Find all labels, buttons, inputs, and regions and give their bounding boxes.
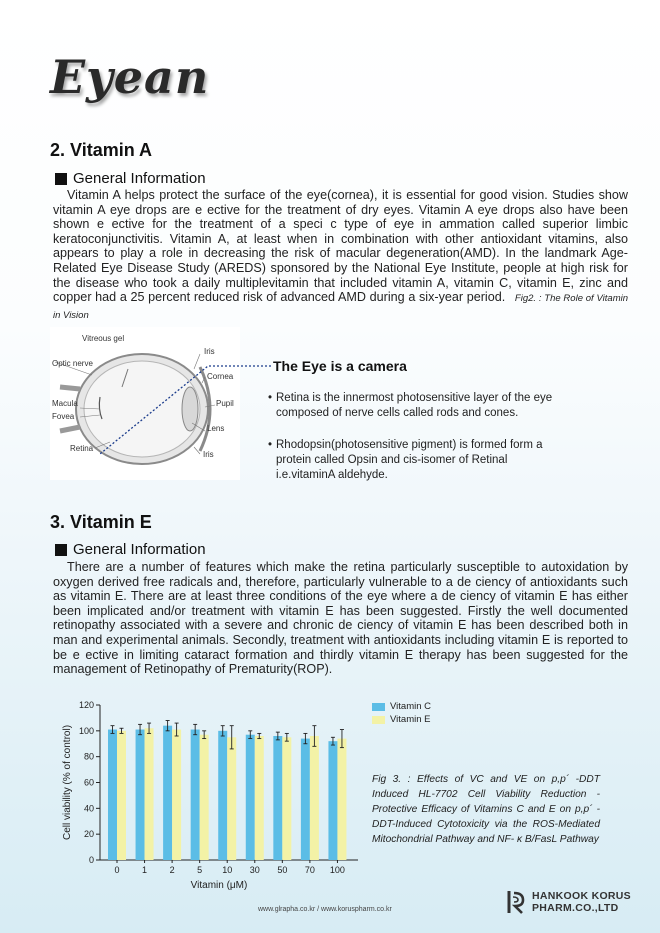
label-fovea: Fovea <box>52 412 75 421</box>
brand <box>505 889 631 915</box>
x-tick-label: 50 <box>277 865 288 875</box>
bar-vitamin-e <box>255 736 264 860</box>
legend-label-vitamin-c: Vitamin C <box>390 701 432 712</box>
legend-label-vitamin-e: Vitamin E <box>390 714 431 725</box>
bar-vitamin-c <box>163 726 172 860</box>
x-tick-label: 0 <box>114 865 120 875</box>
dotted-connector <box>100 360 272 455</box>
bar-vitamin-c <box>191 730 200 860</box>
logo: Eyean <box>50 50 210 104</box>
brand-line-2: PHARM.CO.,LTD <box>532 902 619 914</box>
chart-legend <box>372 700 431 726</box>
bar-vitamin-c <box>218 731 227 860</box>
vitamin-a-heading: 2. Vitamin A <box>50 140 153 160</box>
bar-vitamin-e <box>117 731 126 860</box>
korus-logo-icon <box>505 889 527 915</box>
x-tick-label: 2 <box>169 865 175 875</box>
legend-swatch-vitamin-c <box>372 703 385 711</box>
label-vitreous: Vitreous gel <box>82 334 125 343</box>
x-tick-label: 70 <box>304 865 315 875</box>
vitamin-a-subheading-text: General Information <box>73 170 206 187</box>
vitamin-a-paragraph-text: Vitamin A helps protect the surface of the eye(cornea), it is essential for good vision. Studies show vitamin A eye drops are e ective for the treatment of dry eyes. Vitamin A eye drops also have been shown e ective for the treatment of a speci c type of eye in ammation called superior limbic keratoconjunctivitis. Vitamin A, at least when in combination with other antioxidant vitamins, also appears to play a role in decreasing the risk of macular degeneration(AMD). In the landmark Age-Related Eye Disease Study (AREDS) sponsored by the National Eye Institute, people at high risk for the disease who took a daily multiplevitamin that included vitamin A, vitamin C, vitamin E, zinc and copper had a 25 percent reduced risk of advanced AMD during a six-year period. <box>53 188 628 305</box>
bullet-2-line-3: i.e.vitaminA aldehyde. <box>276 469 388 481</box>
bar-vitamin-e <box>145 728 154 860</box>
camera-bullet-2: • Rhodopsin(photosensitive pigment) is formed form a protein called Opsin and cis-isomer of Retinal i.e.vitaminA aldehyde. <box>268 438 598 483</box>
bullet-1-line-1: Retina is the innermost photosensitive layer of the eye <box>276 392 553 404</box>
camera-bullet-1: • Retina is the innermost photosensitive layer of the eye composed of nerve cells called rods and cones. <box>268 391 598 421</box>
vitamin-a-paragraph <box>53 188 628 323</box>
y-tick-label: 80 <box>83 751 94 762</box>
bar-vitamin-e <box>200 735 209 860</box>
bar-vitamin-c <box>246 735 255 860</box>
label-iris-top: Iris <box>204 347 215 356</box>
y-tick-label: 120 <box>78 700 94 710</box>
viability-chart <box>58 697 368 892</box>
bar-vitamin-c <box>273 736 282 860</box>
label-retina: Retina <box>70 444 94 453</box>
bar-vitamin-e <box>282 737 291 860</box>
bar-vitamin-e <box>172 730 181 860</box>
bar-vitamin-c <box>328 741 337 860</box>
vitamin-e-paragraph <box>53 560 628 677</box>
bar-vitamin-c <box>301 739 310 860</box>
vitamin-e-heading: 3. Vitamin E <box>50 512 152 532</box>
x-tick-label: 10 <box>222 865 233 875</box>
bar-vitamin-e <box>337 739 346 860</box>
y-tick-label: 40 <box>83 803 94 814</box>
brand-line-1: HANKOOK KORUS <box>532 890 631 902</box>
y-tick-label: 0 <box>88 855 94 865</box>
fig2-caption: Fig2. : The Role of Vitamin in Vision <box>53 293 629 321</box>
fig3-caption: Fig 3. : Effects of VC and VE on p,p´ -DDT Induced HL-7702 Cell Viability Reduction - Protective Efficacy of Vitamins C and E on p,p´ -DDT-Induced Cytotoxicity via the ROS-Mediated Mitochondrial Pathway and NF- κ B/FasL Pathway <box>372 774 600 845</box>
footer-url[interactable]: www.glrapha.co.kr / www.koruspharm.co.kr <box>258 906 392 913</box>
legend-item-vitamin-c <box>372 700 431 713</box>
vitamin-e-subheading <box>55 541 206 558</box>
x-tick-label: 5 <box>197 865 203 875</box>
vitamin-e-subheading-text: General Information <box>73 541 206 558</box>
x-tick-label: 30 <box>249 865 260 875</box>
bar-vitamin-c <box>136 730 145 860</box>
y-tick-label: 20 <box>83 829 94 840</box>
chart-svg <box>58 697 368 892</box>
label-pupil: Pupil <box>216 399 234 408</box>
bullet-2-line-2: protein called Opsin and cis-isomer of Retinal <box>276 454 508 466</box>
y-tick-label: 60 <box>83 777 94 788</box>
vitamin-a-subheading <box>55 170 206 187</box>
legend-swatch-vitamin-e <box>372 716 385 724</box>
x-axis-label: Vitamin (μM) <box>190 880 248 891</box>
square-bullet-icon <box>55 544 67 556</box>
bullet-2-line-1: Rhodopsin(photosensitive pigment) is formed form a <box>276 439 543 451</box>
bar-vitamin-e <box>227 737 236 860</box>
label-cornea: Cornea <box>207 372 234 381</box>
x-tick-label: 1 <box>142 865 148 875</box>
label-lens: Lens <box>207 424 225 433</box>
label-iris-bottom: Iris <box>203 450 214 459</box>
bullet-1-line-2: composed of nerve cells called rods and cones. <box>276 407 519 419</box>
y-tick-label: 100 <box>78 725 94 736</box>
label-macula: Macula <box>52 399 78 408</box>
square-bullet-icon <box>55 173 67 185</box>
vitamin-e-paragraph-text: There are a number of features which make the retina particularly susceptible to autoxidation by oxygen derived free radicals and, therefore, particularly vulnerable to a de ciency of antioxidants such as vitamin E. There are at least three conditions of the eye where a de ciency of vitamin E has either been implicated and/or treatment with vitamin E has been suggested. Firstly the well documented retinopathy associated with a severe and chronic de ciency of vitamin E has been described both in man and experimental animals. Secondly, treatment with antioxidants including vitamin E is reported to be e ective in limiting cataract formation and thirdly vitamin E therapy has been suggested for the management of Retinopathy of Prematurity(ROP). <box>53 560 628 677</box>
camera-title: The Eye is a camera <box>273 358 407 374</box>
bar-vitamin-e <box>310 736 319 860</box>
bar-vitamin-c <box>108 730 117 860</box>
y-axis-label: Cell viability (% of control) <box>62 724 73 841</box>
x-tick-label: 100 <box>329 865 345 875</box>
legend-item-vitamin-e <box>372 713 431 726</box>
label-optic-nerve: Optic nerve <box>52 359 93 368</box>
